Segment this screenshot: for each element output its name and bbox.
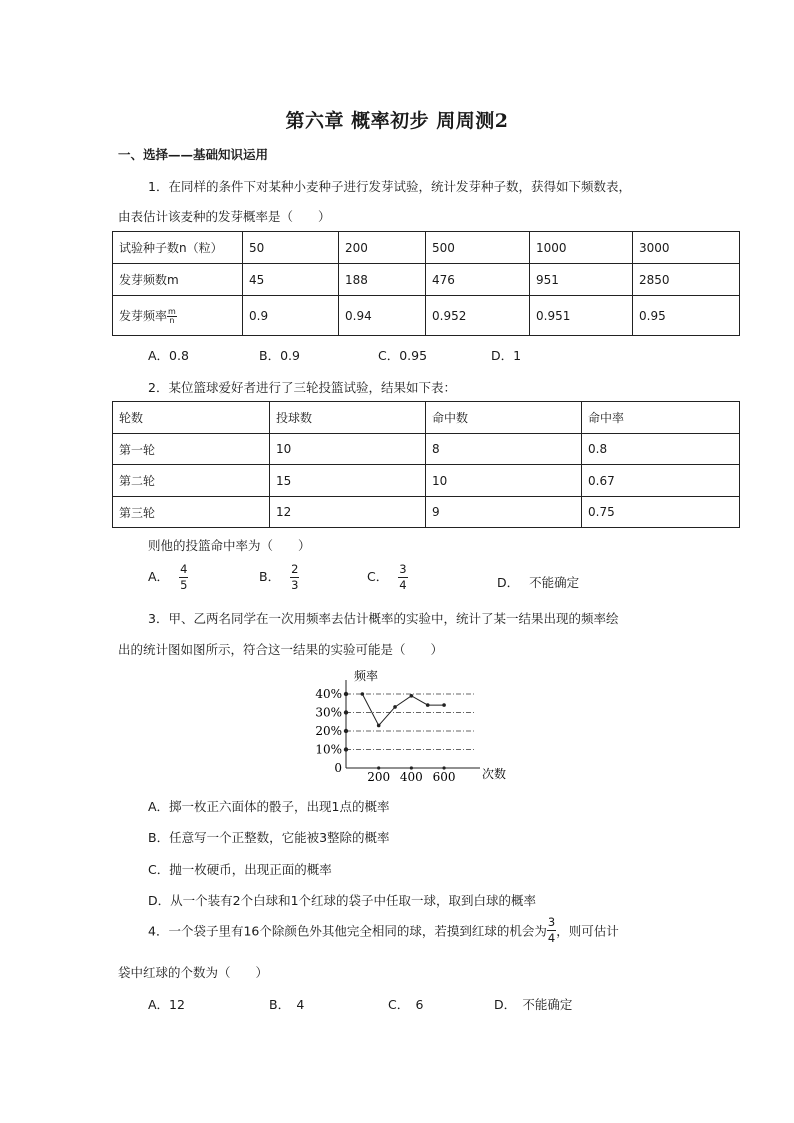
table-cell: 45 [243,264,339,296]
fraction-denominator: 4 [399,577,407,592]
table-cell: 0.8 [582,434,740,465]
table-row [113,434,740,465]
fraction-numerator: m [168,306,176,316]
table-cell: 0.952 [426,296,530,336]
table-cell: 0.75 [582,497,740,528]
column-header: 命中数 [426,402,582,434]
table-cell: 0.67 [582,465,740,497]
fraction-numerator: 2 [291,562,299,576]
column-header: 命中率 [582,402,740,434]
column-header: 轮数 [113,402,270,434]
option-fraction [290,564,299,591]
q3-option-c: C．抛一枚硬币，出现正面的概率 [148,862,332,877]
data-point [426,703,430,707]
q2-option-a [148,564,188,591]
table-cell: 500 [426,232,530,264]
q4-fraction [547,917,556,944]
table-row [113,465,740,497]
m-over-n-fraction [167,308,177,325]
column-header: 投球数 [270,402,426,434]
q4-stem-line2: 袋中红球的个数为（ ） [118,965,269,980]
table-row [113,232,740,264]
data-point [410,694,414,698]
q4-stem-line1 [148,917,619,944]
chart-axes [344,680,480,770]
y-tick-label: 0 [334,761,342,775]
table-cell: 3000 [633,232,740,264]
table-cell: 0.94 [339,296,426,336]
y-tick-label: 40% [315,687,342,701]
data-point [377,724,381,728]
table-header-row [113,402,740,434]
q3-stem-line2: 出的统计图如图所示，符合这一结果的实验可能是（ ） [118,642,444,657]
q3-stem-line1: 3．甲、乙两名同学在一次用频率去估计概率的实验中，统计了某一结果出现的频率绘 [148,611,619,626]
table-cell: 第三轮 [113,497,270,528]
table-cell: 0.95 [633,296,740,336]
row-header-text: 发芽频率 [119,308,168,323]
table-row [113,497,740,528]
table-cell: 200 [339,232,426,264]
row-header [113,296,243,336]
series-line [362,694,444,725]
table-cell: 951 [530,264,633,296]
y-tick-label: 10% [315,742,342,757]
q1-option-b: B．0.9 [259,348,300,363]
q1-option-d: D．1 [491,348,522,363]
q4-option-c: C． 6 [388,997,424,1012]
table-cell: 15 [270,465,426,497]
fraction-numerator: 4 [180,562,188,576]
table-row [113,264,740,296]
option-fraction [398,564,407,591]
q2-option-d [497,573,579,591]
row-header: 发芽频数m [113,264,243,296]
table-cell: 476 [426,264,530,296]
q3-option-a: A．掷一枚正六面体的骰子，出现1点的概率 [148,799,390,814]
data-point [393,705,397,709]
x-tick-label: 400 [399,770,423,784]
fraction-denominator: 5 [180,577,188,592]
y-tick-label: 30% [315,705,342,720]
row-header: 试验种子数n（粒） [113,232,243,264]
q1-stem-line1: 1．在同样的条件下对某种小麦种子进行发芽试验，统计发芽种子数，获得如下频数表， [148,179,631,194]
data-point [361,692,365,696]
data-point [442,703,446,707]
q1-option-a: A．0.8 [148,348,189,363]
q2-option-b [259,564,299,591]
table-cell: 10 [270,434,426,465]
table-cell: 2850 [633,264,740,296]
option-fraction [179,564,188,591]
table-cell: 第二轮 [113,465,270,497]
table-cell: 12 [270,497,426,528]
q4-option-b: B． 4 [269,997,305,1012]
y-tick-label: 20% [315,724,342,738]
table-cell: 8 [426,434,582,465]
q2-stem-line2: 则他的投篮命中率为（ ） [148,538,311,553]
chart-grid [346,694,476,750]
x-tick-label: 600 [432,770,456,784]
option-letter: A． [148,569,170,584]
q3-option-b: B．任意写一个正整数，它能被3整除的概率 [148,830,390,845]
table-row [113,296,740,336]
q2-option-c [367,564,408,591]
fraction-denominator: 4 [547,930,556,945]
option-text: 不能确定 [529,575,580,590]
q1-option-c: C．0.95 [378,348,428,363]
q1-stem-line2: 由表估计该麦种的发芽概率是（ ） [118,209,331,224]
fraction-numerator: 3 [547,915,556,929]
chart-tick-labels [315,687,455,784]
q4-option-d: D． 不能确定 [494,997,573,1012]
q4-stem-text-a: 4．一个袋子里有16个除颜色外其他完全相同的球，若摸到红球的机会为 [148,923,547,939]
option-letter: C． [367,569,389,584]
q4-stem-text-b: ，则可估计 [556,923,619,939]
table-cell: 50 [243,232,339,264]
y-axis-label: 频率 [354,669,379,683]
q2-shooting-table [112,401,740,528]
table-cell: 188 [339,264,426,296]
table-cell: 1000 [530,232,633,264]
table-cell: 0.9 [243,296,339,336]
x-tick-label: 200 [367,770,391,784]
section-heading: 一、选择——基础知识运用 [118,147,269,162]
option-letter: B． [259,569,281,584]
x-axis-label: 次数 [482,767,507,781]
table-cell: 9 [426,497,582,528]
q3-option-d: D．从一个装有2个白球和1个红球的袋子中任取一球，取到白球的概率 [148,893,537,908]
table-cell: 10 [426,465,582,497]
fraction-denominator: 3 [291,577,299,592]
q1-frequency-table [112,231,740,336]
q2-stem-line1: 2．某位篮球爱好者进行了三轮投篮试验，结果如下表： [148,380,456,395]
frequency-line-chart [300,664,520,784]
fraction-denominator: n [169,315,175,325]
chart-series [361,692,446,727]
page-title: 第六章 概率初步 周周测2 [285,110,509,132]
q4-option-a: A．12 [148,997,185,1012]
option-letter: D． [497,575,520,590]
fraction-numerator: 3 [399,562,407,576]
table-cell: 第一轮 [113,434,270,465]
table-cell: 0.951 [530,296,633,336]
